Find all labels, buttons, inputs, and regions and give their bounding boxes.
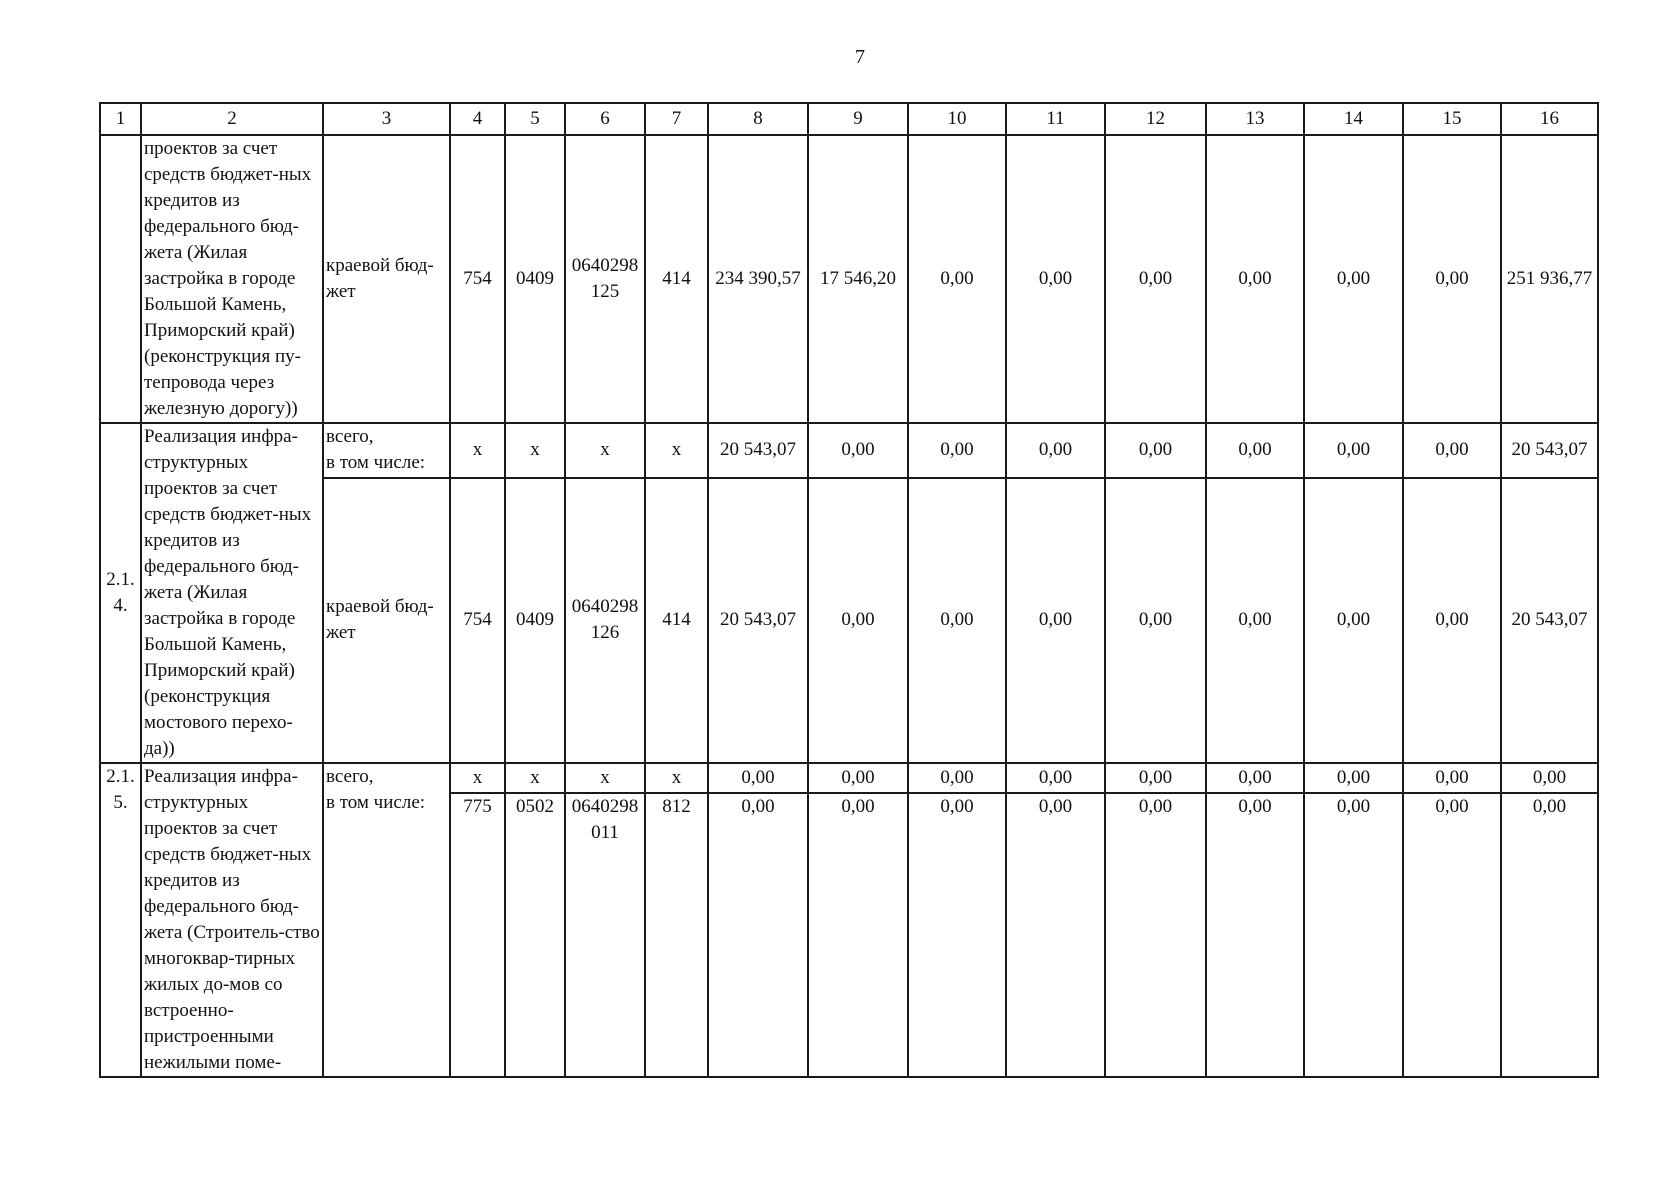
cell-c11: 0,00: [1006, 793, 1105, 1078]
cell-c4: 754: [450, 135, 505, 423]
cell-c11: 0,00: [1006, 763, 1105, 793]
cell-c4: х: [450, 763, 505, 793]
funding-source: всего, в том числе:: [323, 763, 450, 1077]
cell-c16: 0,00: [1501, 793, 1598, 1078]
cell-c11: 0,00: [1006, 478, 1105, 763]
budget-table: [99, 102, 1599, 1078]
column-header: 14: [1304, 103, 1403, 135]
row-description: Реализация инфра-структурных проектов за счет средств бюджет-ных кредитов из федерального бюд-жета (Строитель-ство многоквар-тирных жилых до-мов со встроенно-пристроенными нежилыми поме-: [141, 763, 323, 1077]
cell-c4: 775: [450, 793, 505, 1078]
cell-c16: 20 543,07: [1501, 423, 1598, 478]
cell-c5: х: [505, 423, 565, 478]
cell-c16: 251 936,77: [1501, 135, 1598, 423]
cell-c14: 0,00: [1304, 478, 1403, 763]
cell-c13: 0,00: [1206, 423, 1304, 478]
cell-c8: 20 543,07: [708, 478, 808, 763]
cell-c10: 0,00: [908, 793, 1006, 1078]
cell-c13: 0,00: [1206, 478, 1304, 763]
cell-c9: 0,00: [808, 423, 908, 478]
cell-c10: 0,00: [908, 763, 1006, 793]
cell-c12: 0,00: [1105, 135, 1206, 423]
cell-c13: 0,00: [1206, 763, 1304, 793]
cell-c13: 0,00: [1206, 135, 1304, 423]
column-header: 11: [1006, 103, 1105, 135]
cell-c12: 0,00: [1105, 763, 1206, 793]
column-header: 8: [708, 103, 808, 135]
cell-c15: 0,00: [1403, 478, 1501, 763]
cell-c7: 812: [645, 793, 708, 1078]
funding-source: всего, в том числе:: [323, 423, 450, 478]
cell-c9: 0,00: [808, 793, 908, 1078]
column-header: 2: [141, 103, 323, 135]
cell-c12: 0,00: [1105, 478, 1206, 763]
cell-c5: 0409: [505, 478, 565, 763]
column-header: 16: [1501, 103, 1598, 135]
cell-c9: 17 546,20: [808, 135, 908, 423]
cell-c5: 0409: [505, 135, 565, 423]
cell-c6: 0640298 125: [565, 135, 645, 423]
column-header: 3: [323, 103, 450, 135]
table-row: [100, 135, 1598, 423]
row-number: 2.1. 5.: [100, 763, 141, 1077]
cell-c14: 0,00: [1304, 763, 1403, 793]
table-row: [100, 763, 1598, 793]
table-row: [100, 478, 1598, 763]
cell-c12: 0,00: [1105, 793, 1206, 1078]
cell-c4: х: [450, 423, 505, 478]
cell-c10: 0,00: [908, 135, 1006, 423]
cell-c13: 0,00: [1206, 793, 1304, 1078]
cell-c16: 0,00: [1501, 763, 1598, 793]
cell-c15: 0,00: [1403, 135, 1501, 423]
funding-source: краевой бюд-жет: [323, 135, 450, 423]
cell-c7: 414: [645, 478, 708, 763]
cell-c7: х: [645, 423, 708, 478]
cell-c12: 0,00: [1105, 423, 1206, 478]
column-number-row: [100, 103, 1598, 135]
cell-c8: 20 543,07: [708, 423, 808, 478]
row-number: [100, 135, 141, 423]
column-header: 12: [1105, 103, 1206, 135]
cell-c7: х: [645, 763, 708, 793]
cell-c14: 0,00: [1304, 793, 1403, 1078]
cell-c9: 0,00: [808, 478, 908, 763]
column-header: 1: [100, 103, 141, 135]
cell-c10: 0,00: [908, 423, 1006, 478]
cell-c15: 0,00: [1403, 793, 1501, 1078]
column-header: 13: [1206, 103, 1304, 135]
column-header: 4: [450, 103, 505, 135]
table-row: [100, 423, 1598, 478]
cell-c8: 0,00: [708, 763, 808, 793]
row-number: 2.1. 4.: [100, 423, 141, 763]
cell-c11: 0,00: [1006, 423, 1105, 478]
row-description: проектов за счет средств бюджет-ных кредитов из федерального бюд-жета (Жилая застройка в городе Большой Камень, Приморский край) (реконструкция пу-тепровода через железную дорогу)): [141, 135, 323, 423]
cell-c9: 0,00: [808, 763, 908, 793]
cell-c6: х: [565, 763, 645, 793]
cell-c8: 234 390,57: [708, 135, 808, 423]
cell-c14: 0,00: [1304, 135, 1403, 423]
column-header: 9: [808, 103, 908, 135]
cell-c6: 0640298 126: [565, 478, 645, 763]
cell-c6: х: [565, 423, 645, 478]
cell-c15: 0,00: [1403, 763, 1501, 793]
column-header: 5: [505, 103, 565, 135]
cell-c15: 0,00: [1403, 423, 1501, 478]
cell-c4: 754: [450, 478, 505, 763]
cell-c5: 0502: [505, 793, 565, 1078]
cell-c10: 0,00: [908, 478, 1006, 763]
cell-c14: 0,00: [1304, 423, 1403, 478]
cell-c8: 0,00: [708, 793, 808, 1078]
column-header: 10: [908, 103, 1006, 135]
funding-source: краевой бюд-жет: [323, 478, 450, 763]
cell-c11: 0,00: [1006, 135, 1105, 423]
column-header: 7: [645, 103, 708, 135]
cell-c7: 414: [645, 135, 708, 423]
column-header: 6: [565, 103, 645, 135]
row-description: Реализация инфра-структурных проектов за счет средств бюджет-ных кредитов из федерального бюд-жета (Жилая застройка в городе Большой Камень, Приморский край) (реконструкция мостового перехо-да)): [141, 423, 323, 763]
cell-c5: х: [505, 763, 565, 793]
page-number: 7: [855, 46, 865, 68]
cell-c16: 20 543,07: [1501, 478, 1598, 763]
cell-c6: 0640298 011: [565, 793, 645, 1078]
column-header: 15: [1403, 103, 1501, 135]
